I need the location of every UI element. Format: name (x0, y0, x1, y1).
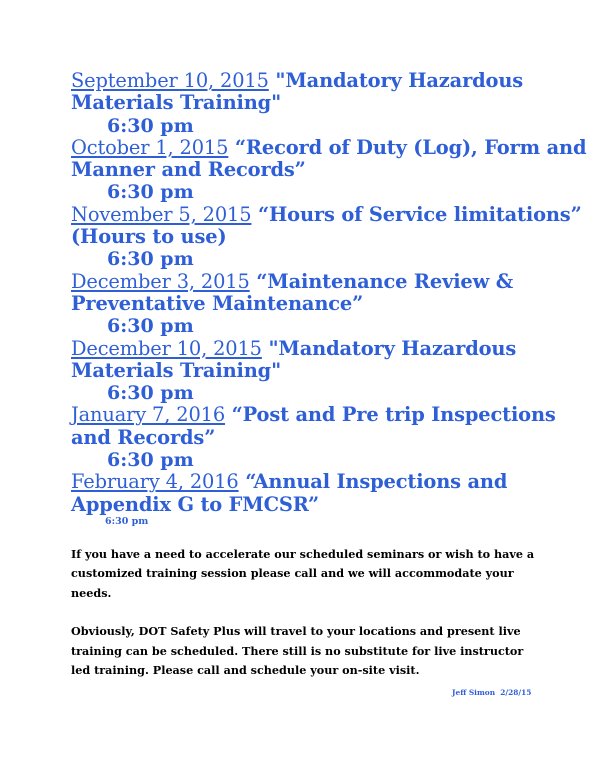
schedule-entry (71, 471, 591, 528)
entry-date: January 7, 2016 (71, 403, 226, 427)
note-paragraph: Obviously, DOT Safety Plus will travel to your locations and present live training can be scheduled. There still is no substitute for live instructor led training. Please call and schedule your on-site visit. (71, 624, 524, 678)
schedule-entry (71, 70, 591, 137)
schedule-entry (71, 404, 591, 471)
note-paragraph: If you have a need to accelerate our scheduled seminars or wish to have a customized training session please call and we will accommodate your needs. (71, 547, 535, 600)
entry-date: October 1, 2015 (71, 135, 229, 159)
entry-title: "Mandatory Hazardous Materials Training" (71, 69, 524, 115)
training-schedule (71, 70, 591, 528)
entry-time: 6:30 pm (107, 315, 194, 338)
schedule-entry (71, 204, 591, 271)
entry-heading (71, 137, 591, 182)
entry-heading (71, 338, 591, 383)
entry-heading (71, 271, 591, 316)
entry-title: "Mandatory Hazardous Materials Training" (71, 336, 517, 382)
entry-time: 6:30 pm (105, 515, 149, 527)
entry-time: 6:30 pm (107, 382, 194, 405)
entry-heading (71, 471, 591, 516)
entry-date: September 10, 2015 (71, 69, 269, 92)
schedule-entry (71, 338, 591, 405)
schedule-entry (71, 271, 591, 338)
schedule-entry (71, 137, 591, 204)
entry-date: November 5, 2015 (71, 202, 252, 226)
entry-date: February 4, 2016 (71, 470, 239, 494)
entry-title: “Annual Inspections and Appendix G to FMCSR” (71, 470, 508, 516)
entry-title: “Record of Duty (Log), Form and Manner and Records” (71, 135, 587, 182)
entry-time: 6:30 pm (107, 248, 194, 271)
entry-heading (71, 204, 591, 249)
author-signature: Jeff Simon 2/28/15 (452, 688, 532, 697)
entry-time: 6:30 pm (107, 181, 194, 204)
entry-title: “Maintenance Review & Preventative Maintenance” (71, 269, 514, 315)
notes-section (71, 545, 541, 699)
entry-time: 6:30 pm (107, 449, 194, 472)
entry-heading (71, 404, 591, 449)
entry-date: December 3, 2015 (71, 269, 250, 293)
entry-time: 6:30 pm (107, 114, 194, 137)
entry-heading (71, 70, 591, 115)
entry-title: “Hours of Service limitations” (Hours to use) (71, 202, 582, 249)
entry-title: “Post and Pre trip Inspections and Records” (71, 403, 556, 449)
entry-date: December 10, 2015 (71, 336, 262, 360)
